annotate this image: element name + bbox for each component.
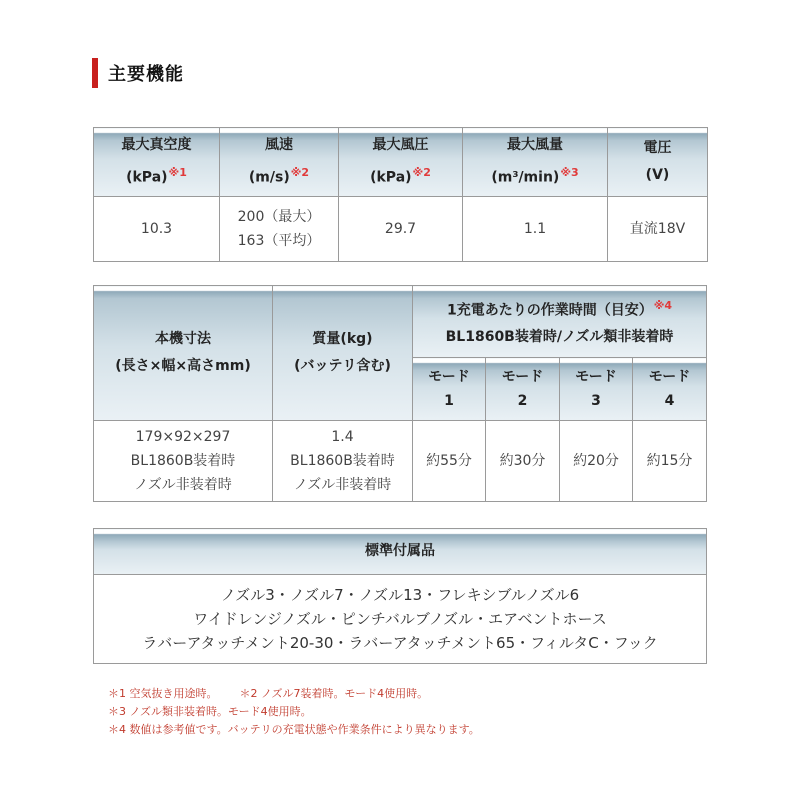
- header-mode-2: モード 2: [486, 358, 560, 421]
- value-dimensions: 179×92×297 BL1860B装着時 ノズル非装着時: [94, 421, 273, 502]
- value-mass: 1.4 BL1860B装着時 ノズル非装着時: [273, 421, 413, 502]
- header-mode-4: モード 4: [633, 358, 707, 421]
- header-dimensions: 本機寸法 (長さ×幅×高さmm): [94, 286, 273, 421]
- accessories-list: [94, 575, 707, 664]
- header-standard-accessories: 標準付属品: [94, 529, 707, 575]
- value-voltage: 直流18V: [608, 197, 708, 262]
- footnote-ref: ※4: [653, 298, 673, 312]
- table-header-row: [94, 286, 707, 358]
- dimensions-runtime-table: [93, 285, 707, 502]
- table-header-row: [94, 529, 707, 575]
- header-max-air-volume: 最大風量 (m³/min)$^{※3}$: [463, 128, 608, 197]
- table-header-row: [94, 128, 708, 197]
- value-max-vacuum: 10.3: [94, 197, 220, 262]
- accessories-table: [93, 528, 707, 664]
- value-max-air-volume: 1.1: [463, 197, 608, 262]
- header-max-air-pressure: 最大風圧 (kPa)$^{※2}$: [339, 128, 463, 197]
- footnote-1: ＊1 空気抜き用途時。: [108, 687, 218, 700]
- performance-table: [93, 127, 708, 262]
- list-item: ワイドレンジノズル・ピンチバルブノズル・エアベントホース: [193, 610, 607, 628]
- list-item: ラバーアタッチメント20-30・ラバーアタッチメント65・フィルタC・フック: [142, 634, 658, 652]
- header-air-speed: 風速 (m/s)$^{※2}$: [220, 128, 339, 197]
- footnote-4: ＊4 数値は参考値です。バッテリの充電状態や作業条件により異なります。: [108, 723, 480, 736]
- value-runtime-mode-1: 約55分: [413, 421, 486, 502]
- header-mode-1: モード 1: [413, 358, 486, 421]
- footnote-ref: ※3: [560, 166, 579, 180]
- footnote-ref: ※2: [290, 166, 310, 180]
- footnote-ref: ※2: [412, 166, 431, 180]
- value-runtime-mode-4: 約15分: [633, 421, 707, 502]
- page-title: 主要機能: [108, 64, 184, 85]
- footnotes: [108, 685, 480, 739]
- heading-accent-bar: [92, 58, 98, 88]
- footnote-2: ＊2 ノズル7装着時。モード4使用時。: [239, 687, 429, 700]
- table-row: [94, 575, 707, 664]
- header-runtime: 1充電あたりの作業時間（目安）$^{※4}$ BL1860B装着時/ノズル類非装着時: [413, 286, 707, 358]
- value-air-speed: 200（最大） 163（平均）: [220, 197, 339, 262]
- header-max-vacuum: 最大真空度 (kPa)$^{※1}$: [94, 128, 220, 197]
- section-heading: [92, 58, 184, 88]
- value-runtime-mode-2: 約30分: [486, 421, 560, 502]
- footnote-ref: ※1: [168, 166, 187, 180]
- header-mass: 質量(kg) (バッテリ含む): [273, 286, 413, 421]
- value-runtime-mode-3: 約20分: [560, 421, 633, 502]
- header-voltage: 電圧 (V): [608, 128, 708, 197]
- list-item: ノズル3・ノズル7・ノズル13・フレキシブルノズル6: [220, 586, 580, 604]
- table-row: [94, 421, 707, 502]
- value-max-air-pressure: 29.7: [339, 197, 463, 262]
- footnote-3: ＊3 ノズル類非装着時。モード4使用時。: [108, 705, 312, 718]
- table-row: [94, 197, 708, 262]
- header-mode-3: モード 3: [560, 358, 633, 421]
